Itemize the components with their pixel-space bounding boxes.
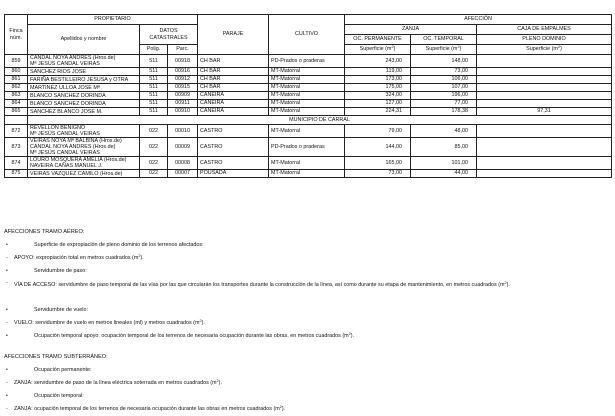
cell-cultivo: PD-Prados o praderas [269,138,345,157]
cell-paraje: CAÑEIRA [198,108,269,116]
owner-name: BLANCO SANCHEZ DORINDA [30,92,106,99]
cell-paraje: POUSADA [198,170,269,178]
row-spacer [5,116,28,125]
cell-pleno-dominio [477,76,612,84]
cell-oc-permanente: 165,00 [345,157,411,170]
afecciones-table [4,14,612,178]
cell-finca: 861 [5,76,28,84]
cell-polig: 511 [140,76,168,84]
cell-parc: 00918 [168,55,198,68]
cell-finca: 865 [5,108,28,116]
notes-section [4,226,611,416]
cell-oc-permanente: 243,00 [345,55,411,68]
cell-finca: 864 [5,100,28,108]
table-row [5,108,612,116]
cell-pleno-dominio [477,125,612,138]
subterraneo-heading: AFECCIONES TRAMO SUBTERRÁNEO: [4,354,108,360]
header-datos-catastrales: DATOS CATASTRALES [140,25,198,45]
cell-parc: 00911 [168,100,198,108]
table-row [5,84,612,92]
cell-oc-permanente: 144,00 [345,138,411,157]
cell-cultivo: MT-Matorral [269,76,345,84]
cell-oc-temporal: 85,00 [411,138,477,157]
cell-polig: 022 [140,138,168,157]
cell-owner [28,92,140,100]
note-line: • Servidumbre de vuelo: [6,307,88,313]
header-superficie-perm: Superficie $(m^2)$ [345,45,411,55]
owner-name: CANDAL NOYA ANDRES (Hros.de) [30,55,116,61]
cell-oc-temporal: 148,00 [411,55,477,68]
cell-polig: 511 [140,68,168,76]
cell-oc-permanente: 119,00 [345,68,411,76]
cell-pleno-dominio [477,157,612,170]
note-line: - VUELO: servidumbre de vuelo en metros lineales (ml) y metros cuadrados $(m^2)$. [6,319,205,326]
cell-polig: 511 [140,92,168,100]
table-row [5,138,612,157]
header-oc-permanente: OC. PERMANENTE [345,35,411,45]
cell-owner [28,125,140,138]
table-row [5,68,612,76]
table-row [5,100,612,108]
header-afeccion: AFECCIÓN [345,15,612,25]
cell-owner [28,170,140,178]
cell-finca: 862 [5,84,28,92]
owner-name: CANDAL NOYA ANDRES (Hros.de) [30,144,116,150]
header-caja-empalmes: CAJA DE EMPALMES [477,25,612,35]
cell-finca: 860 [5,68,28,76]
table-row [5,92,612,100]
header-zanja: ZANJA [345,25,477,35]
cell-pleno-dominio [477,138,612,157]
owner-name: Mª JESÚS CANDAL VEIRAS [30,131,100,137]
table-row [5,125,612,138]
cell-paraje: CH BAR [198,68,269,76]
cell-pleno-dominio [477,100,612,108]
note-line: • Ocupación temporal: [6,393,84,399]
cell-paraje: CH BAR [198,84,269,92]
owner-name: MARTINEZ ULLOA JOSE Mª [30,84,100,91]
cell-cultivo: PD-Prados o praderas [269,55,345,68]
cell-polig: 511 [140,55,168,68]
cell-oc-temporal: 101,00 [411,157,477,170]
cell-finca: 873 [5,138,28,157]
owner-name: BLANCO SANCHEZ DORINDA [30,100,106,107]
owner-name: SANCHEZ RIOS JOSE [30,68,87,75]
cell-finca: 863 [5,92,28,100]
owner-name: Mª JESÚS CANDAL VEIRAS [30,61,100,67]
cell-owner [28,55,140,68]
cell-oc-permanente: 324,00 [345,92,411,100]
table-row [5,76,612,84]
cell-pleno-dominio [477,55,612,68]
cell-cultivo: MT-Matorral [269,108,345,116]
header-finca: Finca núm. [5,15,28,55]
cell-paraje: CASTRO [198,157,269,170]
cell-cultivo: MT-Matorral [269,68,345,76]
cell-cultivo: MT-Matorral [269,92,345,100]
cell-oc-temporal: 178,38 [411,108,477,116]
cell-paraje: CASTRO [198,125,269,138]
header-superficie-temp: Superficie $(m^2)$ [411,45,477,55]
cell-oc-temporal: 106,00 [411,76,477,84]
cell-oc-permanente: 224,31 [345,108,411,116]
cell-pleno-dominio [477,84,612,92]
cell-parc: 00010 [168,125,198,138]
owner-name: Mª JESÚS CANDAL VEIRAS [30,150,100,156]
table-row [5,170,612,178]
cell-parc: 00916 [168,68,198,76]
cell-owner [28,100,140,108]
cell-oc-temporal: 196,00 [411,92,477,100]
note-line: - ZANJA: servidumbre de paso de la línea eléctrica soterrada en metros cuadrados $(m^2)$. [6,379,222,386]
cell-oc-permanente: 73,00 [345,170,411,178]
cell-finca: 859 [5,55,28,68]
cell-owner [28,84,140,92]
cell-owner [28,157,140,170]
cell-oc-permanente: 127,00 [345,100,411,108]
cell-parc: 00912 [168,76,198,84]
aereo-heading: AFECCIONES TRAMO AÉREO: [4,229,85,235]
cell-paraje: CH BAR [198,55,269,68]
note-line: • Superficie de expropiación de pleno dominio de los terrenos afectados: [6,242,204,248]
note-line: • Ocupación temporal apoyo: ocupación temporal de los terrenos de necesaria ocupación durante las obras, en metros cuadrados $(m^2)$. [6,332,355,339]
cell-polig: 022 [140,170,168,178]
cell-cultivo: MT-Matorral [269,157,345,170]
cell-finca: 872 [5,125,28,138]
cell-cultivo: MT-Matorral [269,100,345,108]
header-parc: Parc. [168,45,198,55]
spacer [4,343,611,351]
cell-paraje: CH BAR [198,76,269,84]
header-oc-temporal: OC. TEMPORAL [411,35,477,45]
note-line: - ZANJA: ocupación temporal de los terrenos de necesaria ocupación durante las obras en metros cuadrados $(m^2)$. [6,405,286,412]
table-row [5,55,612,68]
cell-oc-temporal: 48,00 [411,125,477,138]
owner-name: SANCHEZ BLANCO JOSE M. [30,108,103,115]
cell-polig: 511 [140,100,168,108]
cell-polig: 022 [140,157,168,170]
cell-finca: 874 [5,157,28,170]
cell-parc: 00007 [168,170,198,178]
cell-parc: 00009 [168,138,198,157]
owner-name: FARIÑA BESTILLEIRO JESUSA y OTRA [30,76,129,83]
cell-paraje: CAÑEIRA [198,92,269,100]
cell-cultivo: MT-Matorral [269,170,345,178]
cell-parc: 00910 [168,108,198,116]
header-paraje: PARAJE [198,15,269,55]
cell-cultivo: MT-Matorral [269,125,345,138]
cell-oc-permanente: 173,00 [345,76,411,84]
cell-paraje: CASTRO [198,138,269,157]
municipio-heading: MUNICIPIO DE CARRAL [28,116,612,125]
cell-pleno-dominio [477,170,612,178]
cell-paraje: CAÑEIRA [198,100,269,108]
cell-polig: 022 [140,125,168,138]
cell-finca: 875 [5,170,28,178]
cell-oc-temporal: 77,00 [411,100,477,108]
cell-oc-temporal: 44,00 [411,170,477,178]
cell-parc: 00909 [168,92,198,100]
cell-pleno-dominio [477,92,612,100]
header-superficie-pleno: Superficie $(m^2)$ [477,45,612,55]
table-row [5,157,612,170]
note-line: • Servidumbre de paso: [6,268,87,274]
owner-name: VEIRAS NOYA Mª BALBINA (Hros.de) [30,138,122,144]
cell-cultivo: MT-Matorral [269,84,345,92]
cell-owner [28,76,140,84]
cell-parc: 00915 [168,84,198,92]
header-pleno-dominio: PLENO DOMINIO [477,35,612,45]
cell-oc-temporal: 73,00 [411,68,477,76]
cell-oc-permanente: 175,00 [345,84,411,92]
note-line: - APOYO: expropiación total en metros cuadrados $(m^2)$. [6,254,144,261]
owner-name: NAVEIRA CAÑAS MANUEL J. [30,163,103,169]
owner-name: LOURO MOSQUERA AMELIA (Hros.de) [30,157,127,163]
cell-owner [28,108,140,116]
cell-polig: 511 [140,84,168,92]
header-apellidos: Apellidos y nombre [28,25,140,55]
owner-name: VEIRAS VAZQUEZ CAMILO (Hros.de) [30,170,123,177]
cell-oc-permanente: 79,00 [345,125,411,138]
cell-owner [28,138,140,157]
cell-pleno-dominio: 97,31 [477,108,612,116]
cell-polig: 511 [140,108,168,116]
note-line: - VÍA DE ACCESO: servidumbre de paso temporal de las vías por las que circularán los transportes durante la construcción de la línea, así como durante su etapa de mantenimiento, en metros cuadrados $(m^2)$. [6,280,510,288]
owner-name: REVELLON BENIGNO [30,125,86,131]
cell-owner [28,68,140,76]
cell-oc-temporal: 107,00 [411,84,477,92]
header-propietario: PROPIETARIO [28,15,198,25]
cell-pleno-dominio [477,68,612,76]
header-polig: Polig. [140,45,168,55]
cell-parc: 00008 [168,157,198,170]
note-line: • Ocupación permanente: [6,367,92,373]
header-cultivo: CULTIVO [269,15,345,55]
